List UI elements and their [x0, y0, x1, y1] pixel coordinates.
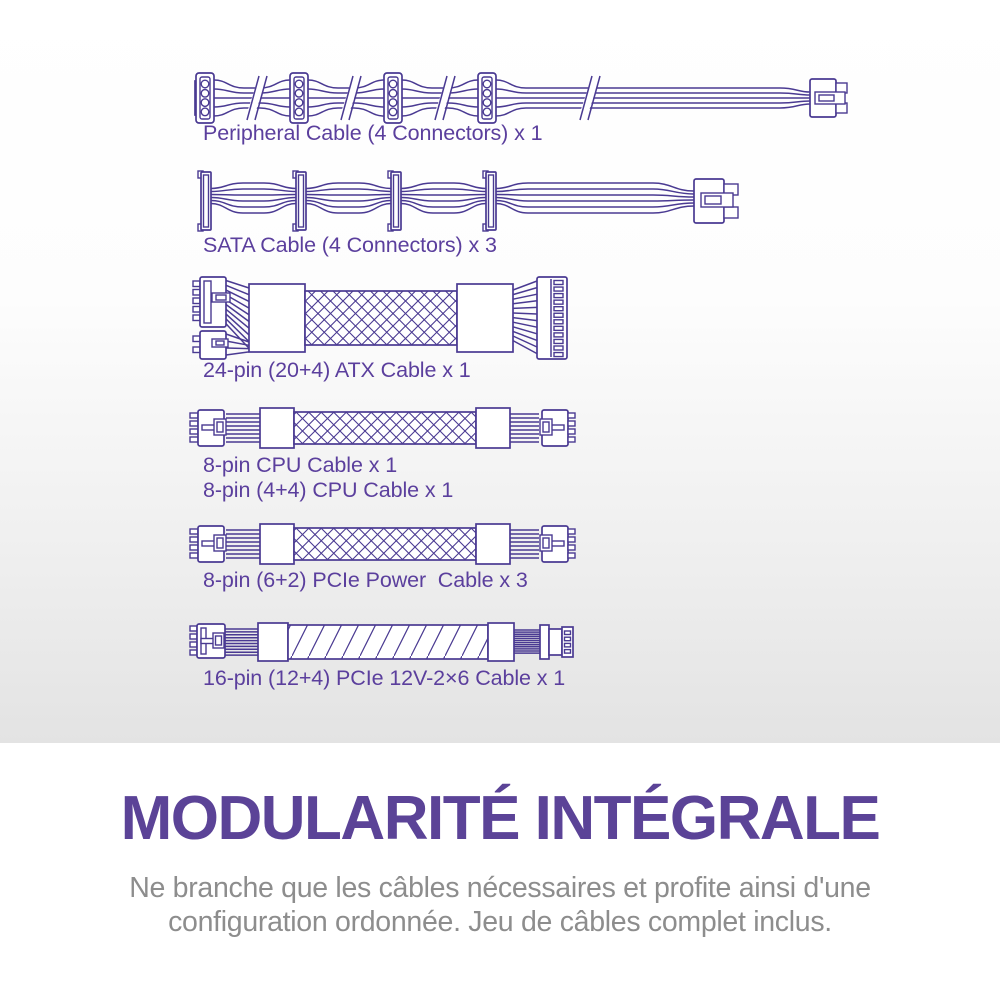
cpu-cable-illustration — [190, 406, 575, 450]
atx-cable-label: 24-pin (20+4) ATX Cable x 1 — [203, 358, 471, 382]
cpu-cable-label-line1: 8-pin CPU Cable x 1 — [203, 453, 398, 477]
body-text — [0, 871, 1000, 939]
pcie-12v2x6-cable-label: 16-pin (12+4) PCIe 12V-2×6 Cable x 1 — [203, 666, 566, 690]
body-text-line2: configuration ordonnée. Jeu de câbles complet inclus. — [168, 906, 832, 938]
atx-cable-illustration — [193, 276, 578, 360]
peripheral-cable-label: Peripheral Cable (4 Connectors) x 1 — [203, 121, 543, 145]
body-text-line1: Ne branche que les câbles nécessaires et profite ainsi d'une — [129, 872, 871, 904]
pcie-cable-illustration — [190, 522, 575, 566]
headline: MODULARITÉ INTÉGRALE — [120, 784, 880, 853]
cpu-cable-label-line2: 8-pin (4+4) CPU Cable x 1 — [203, 478, 454, 502]
pcie-12v2x6-cable-illustration — [190, 622, 575, 662]
peripheral-cable-illustration — [195, 72, 850, 124]
sata-cable-label: SATA Cable (4 Connectors) x 3 — [203, 233, 497, 257]
sata-cable-illustration — [198, 170, 748, 232]
pcie-cable-label: 8-pin (6+2) PCIe Power Cable x 3 — [203, 568, 528, 592]
